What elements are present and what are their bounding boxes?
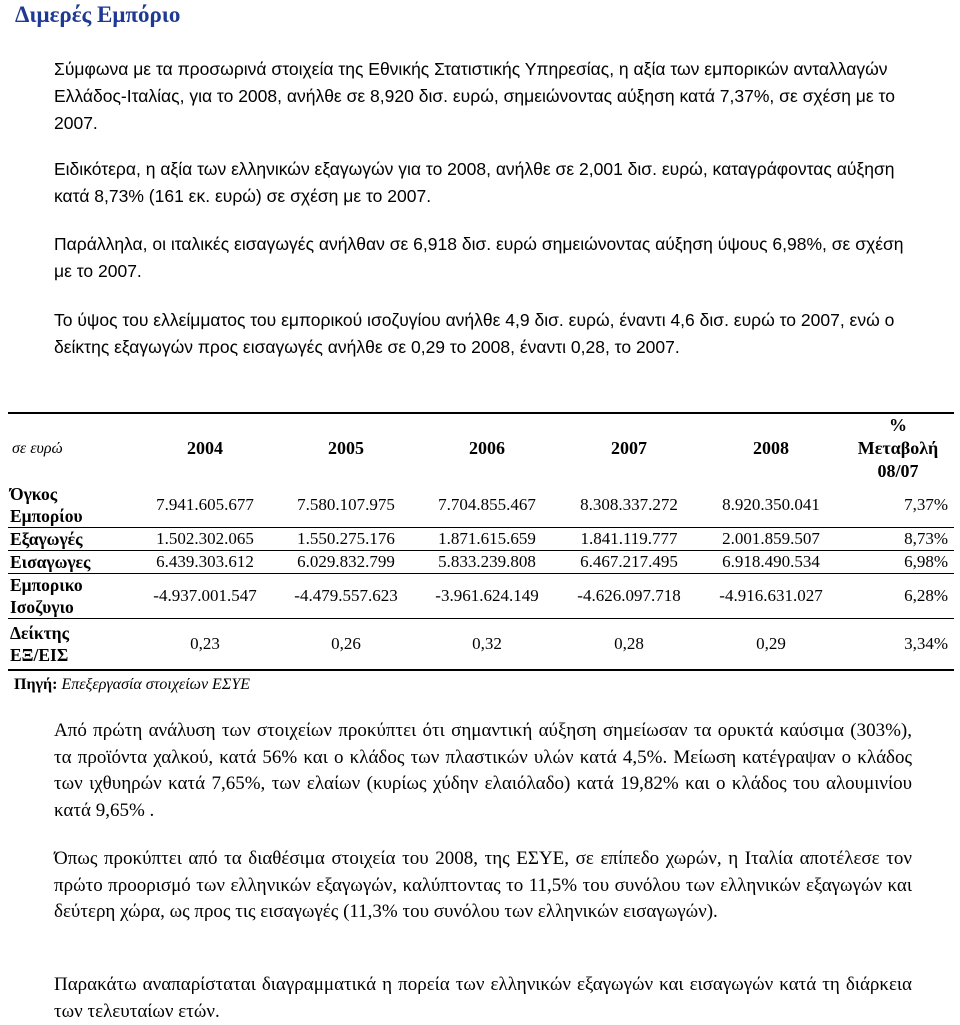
- year-header: 2008: [753, 438, 789, 458]
- row-label-line: Όγκος: [10, 484, 58, 504]
- table-row: [8, 483, 954, 528]
- table-row: [8, 574, 954, 619]
- row-label: [8, 619, 134, 671]
- pct-cell: 7,37%: [904, 495, 948, 514]
- table-row: [8, 619, 954, 671]
- year-header: 2004: [187, 438, 223, 458]
- table-cell: 7.580.107.975: [297, 495, 395, 514]
- row-label: [8, 574, 134, 619]
- table-row: [8, 551, 954, 574]
- trade-table: [8, 412, 954, 671]
- pct-change-header: [842, 413, 954, 483]
- table-cell: 5.833.239.808: [438, 552, 536, 571]
- row-label-line: Εμπορικο: [10, 575, 83, 595]
- source-text: Επεξεργασία στοιχείων ΕΣΥΕ: [61, 676, 251, 693]
- table-cell: 6.439.303.612: [156, 552, 254, 571]
- pct-label: Μεταβολή: [857, 438, 939, 458]
- row-label-line: Εξαγωγές: [10, 529, 83, 549]
- pct-cell: 6,98%: [904, 552, 948, 571]
- table-cell: 1.841.119.777: [580, 529, 678, 548]
- table-cell: 7.704.855.467: [438, 495, 536, 514]
- source-note: [14, 676, 250, 694]
- trade-table-wrapper: [8, 412, 954, 671]
- pct-symbol: %: [889, 415, 907, 435]
- row-label-line: Εισαγωγες: [10, 552, 91, 572]
- table-cell: 1.502.302.065: [156, 529, 254, 548]
- imports-paragraph: Παράλληλα, οι ιταλικές εισαγωγές ανήλθαν σε 6,918 δισ. ευρώ σημειώνοντας αύξηση ύψους 6,98%, σε σχέση με το 2007.: [54, 234, 904, 281]
- table-cell: 2.001.859.507: [722, 529, 820, 548]
- countries-paragraph: Όπως προκύπτει από τα διαθέσιμα στοιχεία του 2008, της ΕΣΥΕ, σε επίπεδο χωρών, η Ιταλία αποτέλεσε τον πρώτο προορισμό των ελληνικών εξαγωγών, καλύπτοντας το 11,5% του συνόλου των ελληνικών εξαγωγών και δεύτερη χώρα, ως προς τις εισαγωγές (11,3% του συνόλου των ελληνικών εισαγωγών).: [54, 848, 912, 922]
- table-cell: -4.916.631.027: [719, 586, 823, 605]
- table-cell: 6.029.832.799: [297, 552, 395, 571]
- table-cell: 8.308.337.272: [580, 495, 678, 514]
- table-row: [8, 528, 954, 551]
- row-label-line: Ισοζυγιο: [10, 597, 74, 617]
- table-cell: 0,32: [472, 634, 502, 653]
- unit-label: σε ευρώ: [12, 439, 63, 457]
- row-label-line: ΕΞ/ΕΙΣ: [10, 645, 69, 665]
- pct-cell: 8,73%: [904, 529, 948, 548]
- pct-cell: 6,28%: [904, 586, 948, 605]
- row-label-line: Δείκτης: [10, 623, 69, 643]
- table-cell: -4.479.557.623: [294, 586, 398, 605]
- intro-paragraph: Σύμφωνα με τα προσωρινά στοιχεία της Εθνικής Στατιστικής Υπηρεσίας, η αξία των εμπορικών ανταλλαγών Ελλάδος-Ιταλίας, για το 2008, ανήλθε σε 8,920 δισ. ευρώ, σημειώνοντας αύξηση κατά 7,37%, σε σχέση με το 2007.: [54, 59, 895, 133]
- source-label: Πηγή:: [14, 676, 58, 693]
- table-cell: 1.550.275.176: [297, 529, 395, 548]
- row-label-line: Εμπορίου: [10, 506, 83, 526]
- table-cell: -4.937.001.547: [153, 586, 257, 605]
- table-cell: 0,26: [331, 634, 361, 653]
- pct-cell: 3,34%: [904, 634, 948, 653]
- table-cell: 8.920.350.041: [722, 495, 820, 514]
- table-header-row: [8, 413, 954, 483]
- row-label: [8, 483, 134, 528]
- table-cell: -3.961.624.149: [435, 586, 539, 605]
- table-cell: 0,28: [614, 634, 644, 653]
- year-header: 2006: [469, 438, 505, 458]
- table-cell: 7.941.605.677: [156, 495, 254, 514]
- table-cell: -4.626.097.718: [577, 586, 681, 605]
- year-header: 2005: [328, 438, 364, 458]
- page-title: Διμερές Εμπόριο: [15, 2, 181, 27]
- row-label: [8, 528, 134, 551]
- table-cell: 0,29: [756, 634, 786, 653]
- analysis-paragraph: Από πρώτη ανάλυση των στοιχείων προκύπτει ότι σημαντική αύξηση σημείωσαν τα ορυκτά καύσιμα (303%), τα προϊόντα χαλκού, κατά 56% και ο κλάδος των πλαστικών υλών κατά 4,5%. Μείωση κατέγραψαν ο κλάδος των ιχθυηρών κατά 7,65%, των ελαίων (κυρίως χύδην ελαιόλαδο) κατά 19,82% και ο κλάδος του αλουμινίου κατά 9,65% .: [54, 720, 912, 821]
- table-cell: 6.918.490.534: [722, 552, 820, 571]
- chart-intro-paragraph: Παρακάτω αναπαρίσταται διαγραμματικά η πορεία των ελληνικών εξαγωγών και εισαγωγών κατά τη διάρκεια των τελευταίων ετών.: [54, 974, 912, 1022]
- table-cell: 1.871.615.659: [438, 529, 536, 548]
- table-cell: 0,23: [190, 634, 220, 653]
- year-header: 2007: [611, 438, 647, 458]
- row-label: [8, 551, 134, 574]
- table-cell: 6.467.217.495: [580, 552, 678, 571]
- pct-period: 08/07: [877, 461, 919, 481]
- exports-paragraph: Ειδικότερα, η αξία των ελληνικών εξαγωγών για το 2008, ανήλθε σε 2,001 δισ. ευρώ, καταγράφοντας αύξηση κατά 8,73% (161 εκ. ευρώ) σε σχέση με το 2007.: [54, 159, 895, 206]
- balance-paragraph: Το ύψος του ελλείμματος του εμπορικού ισοζυγίου ανήλθε 4,9 δισ. ευρώ, έναντι 4,6 δισ. ευρώ το 2007, ενώ ο δείκτης εξαγωγών προς εισαγωγές ανήλθε σε 0,29 το 2008, έναντι 0,28, το 2007.: [54, 310, 895, 357]
